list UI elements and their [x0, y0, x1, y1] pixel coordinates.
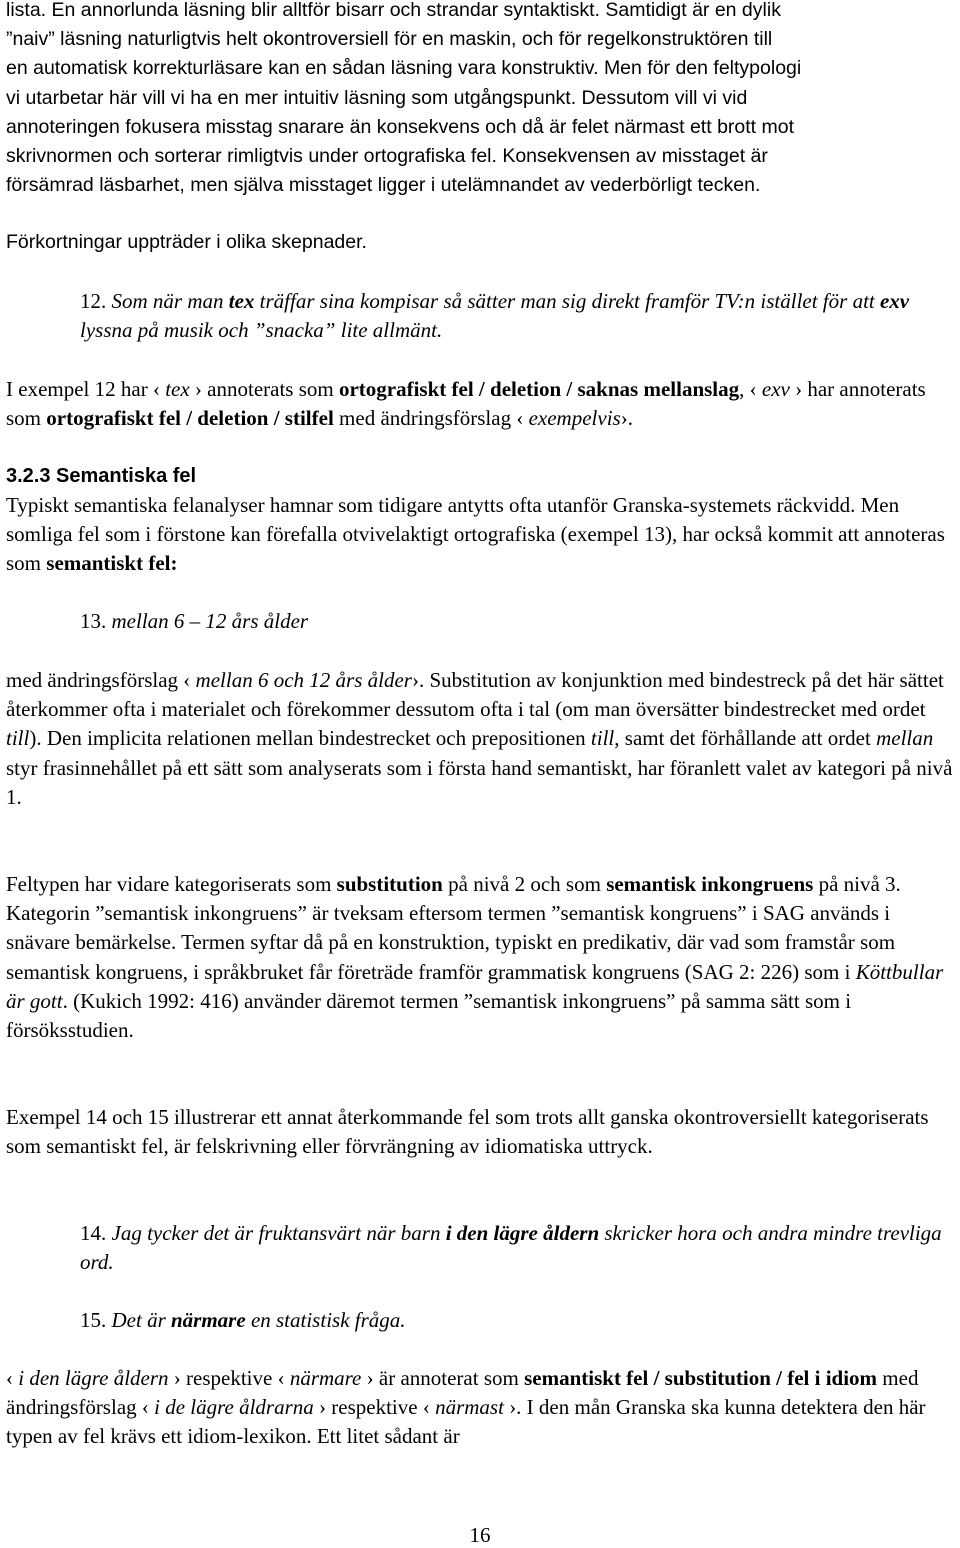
annotation-label: ortografiskt fel / deletion / stilfel	[46, 406, 334, 431]
text-run: › är annoterat som	[366, 1366, 519, 1390]
text-line: lista. En annorlunda läsning blir alltför bisarr och strandar syntaktiskt. Samtidigt är en dylik	[6, 0, 781, 21]
text-run: på nivå 3. Kategorin ”semantisk inkongruens” är tveksam eftersom termen ”semantisk kongruens” i SAG används i snävare bemärkelse. Termen syftar då på en konstruktion, typiskt en predikativ, där vad som framstår som semantisk kongruens, i språkbruket får företräde framför grammatisk kongruens (SAG 2: 226) som i	[6, 872, 901, 984]
section-heading: 3.2.3 Semantiska fel	[6, 465, 197, 487]
text-run: med ändringsförslag ‹	[6, 1366, 919, 1420]
term-italic: exempelvis	[528, 406, 621, 431]
text-run: ). Den implicita relationen mellan bindestrecket och prepositionen	[29, 726, 586, 751]
text-run: ›.	[620, 406, 633, 431]
example-text: skricker hora och andra mindre trevliga ord.	[80, 1221, 942, 1275]
text-run: › annoterats som	[194, 377, 334, 401]
paragraph-error-type-categorization	[6, 870, 954, 1045]
text-run: med ändringsförslag ‹	[6, 668, 191, 692]
error-token: närmare	[171, 1308, 246, 1332]
term-italic: exv	[761, 377, 790, 401]
term-italic: till	[6, 726, 30, 751]
example-number: 14.	[80, 1221, 107, 1245]
paragraph-idiom-errors: Exempel 14 och 15 illustrerar ett annat återkommande fel som trots allt ganska okontroversiellt kategoriserats som semantiskt fel, är felskrivning eller förvrängning av idiomatiska uttryck.	[6, 1105, 929, 1159]
example-14	[80, 1219, 954, 1277]
text-run: med ändringsförslag ‹	[339, 406, 524, 431]
text-run: ‹	[6, 1366, 13, 1390]
paragraph-abbreviations-intro: Förkortningar uppträder i olika skepnader.	[6, 231, 367, 253]
text-run: › respektive ‹	[173, 1366, 285, 1390]
text-line: annoteringen fokusera misstag snarare än konsekvens och då är felet närmast ett brott mot	[6, 115, 795, 138]
text-line: försämrad läsbarhet, men själva misstaget ligger i utelämnandet av vederbörligt tecken.	[6, 174, 761, 197]
example-text: träffar sina kompisar så sätter man sig direkt framför TV:n	[259, 289, 756, 313]
paragraph-example-13-analysis	[6, 666, 954, 812]
text-run: ›. I den mån Granska ska kunna detektera den här typen av fel krävs ett idiom-lexikon. Ett litet sådant är	[6, 1395, 926, 1449]
error-token: i den lägre åldern	[445, 1221, 600, 1245]
example-text: lyssna på musik och ”snacka” lite allmänt.	[80, 318, 443, 343]
example-number: 12.	[80, 289, 107, 313]
term-italic: tex	[165, 377, 190, 401]
text-run: Feltypen har vidare kategoriserats som	[6, 872, 332, 896]
example-number: 13.	[80, 609, 107, 633]
annotation-label: semantiskt fel / substitution / fel i idiom	[524, 1366, 878, 1390]
example-13	[80, 607, 954, 636]
error-token: exv	[879, 289, 910, 313]
example-15	[80, 1306, 954, 1335]
example-text: mellan 6 – 12 års ålder	[111, 609, 309, 633]
annotation-label: semantisk inkongruens	[606, 872, 814, 896]
paragraph-semantic-errors	[6, 491, 954, 579]
text-line: vi utarbetar här vill vi ha en mer intuitiv läsning som utgångspunkt. Dessutom vill vi vid	[6, 86, 748, 109]
term-italic: Köttbullar är gott	[6, 959, 944, 1013]
annotation-label: ortografiskt fel / deletion / saknas mellanslag	[338, 377, 740, 401]
text-run: › respektive ‹	[319, 1395, 430, 1420]
example-text: en statistisk fråga.	[250, 1308, 406, 1332]
text-run: , samt det förhållande att ordet	[614, 726, 871, 751]
paragraph-examples-14-15-annotation	[6, 1364, 954, 1452]
term-italic: närmast	[435, 1395, 504, 1420]
example-text: Det är	[111, 1308, 166, 1332]
example-text: Jag tycker det är fruktansvärt när barn	[111, 1221, 441, 1245]
example-text: Som när man	[111, 289, 224, 313]
text-run: Typiskt semantiska felanalyser hamnar som tidigare antytts ofta utanför Granska-systemets räckvidd. Men somliga fel som i förstone kan förefalla otvivelaktigt ortografiska (exempel 13), har också kommit att annoteras som	[6, 493, 945, 576]
paragraph-example-12-annotation	[6, 375, 954, 433]
example-number: 15.	[80, 1308, 107, 1332]
text-run: . (Kukich 1992: 416) använder däremot termen ”semantisk inkongruens” på samma sätt som i försöksstudien.	[6, 988, 852, 1043]
term-italic: mellan	[876, 726, 934, 751]
annotation-label: semantiskt fel:	[46, 551, 178, 576]
text-line: en automatisk korrekturläsare kan en sådan läsning vara konstruktiv. Men för den feltypologi	[6, 57, 802, 80]
text-line: ”naiv” läsning naturligtvis helt okontroversiell för en maskin, och för regelkonstruktören till	[6, 28, 773, 51]
page-number: 16	[469, 1523, 491, 1547]
text-run: ›. Substitution av konjunktion med bindestreck på det här sättet återkommer ofta i materialet och förekommer dessutom ofta i tal (om man översätter bindestrecket med ordet	[6, 668, 944, 722]
text-run: på nivå 2 och som	[448, 872, 601, 896]
text-run: , ‹	[739, 377, 757, 401]
term-italic: närmare	[289, 1366, 362, 1390]
term-italic: mellan 6 och 12 års ålder	[195, 668, 412, 692]
annotation-label: substitution	[336, 872, 443, 896]
text-run: I exempel 12 har ‹	[6, 377, 160, 401]
term-italic: till	[590, 726, 615, 751]
term-italic: i de lägre åldrarna	[154, 1395, 314, 1420]
error-token: tex	[228, 289, 255, 313]
text-run: › har annoterats som	[6, 377, 926, 431]
example-12	[80, 287, 954, 345]
paragraph-abbreviation-discussion	[6, 0, 954, 200]
text-run: styr frasinnehållet på ett sätt som analyserats som i första hand semantiskt, har föranlett valet av kategori på nivå 1.	[6, 755, 953, 809]
text-line: skrivnormen och sorterar rimligtvis under ortografiska fel. Konsekvensen av misstaget är	[6, 145, 768, 168]
term-italic: i den lägre åldern	[18, 1366, 169, 1390]
example-text: istället för att	[760, 289, 875, 313]
